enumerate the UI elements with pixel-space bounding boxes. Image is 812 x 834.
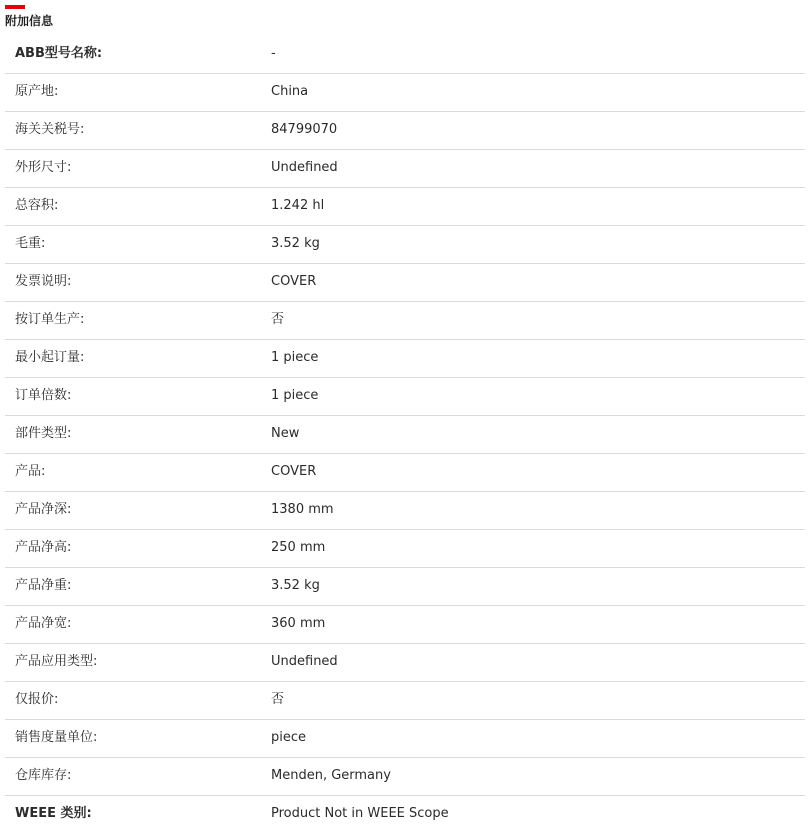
attribute-row-product-net-height <box>5 530 805 568</box>
attribute-value: Menden, Germany <box>271 768 391 783</box>
attribute-value: 1 piece <box>271 388 319 403</box>
attribute-label: WEEE 类别: <box>15 806 92 821</box>
attribute-row-abb-type-designation <box>5 36 805 74</box>
attribute-row-selling-unit-of-measure <box>5 720 805 758</box>
attribute-value: New <box>271 426 300 441</box>
attribute-row-part-type <box>5 416 805 454</box>
attribute-label: 仓库库存: <box>15 768 72 783</box>
attribute-row-invoice-description <box>5 264 805 302</box>
attribute-value: Undefined <box>271 654 338 669</box>
attribute-row-product-net-weight <box>5 568 805 606</box>
attribute-value: 否 <box>271 692 285 707</box>
attribute-value: Product Not in WEEE Scope <box>271 806 449 821</box>
attribute-row-order-multiple <box>5 378 805 416</box>
attribute-value: 1.242 hl <box>271 198 325 213</box>
attribute-table <box>5 36 805 834</box>
attribute-label: 最小起订量: <box>15 350 85 365</box>
attribute-row-gross-volume <box>5 188 805 226</box>
attribute-row-dimensions <box>5 150 805 188</box>
attribute-value: 3.52 kg <box>271 236 320 251</box>
attribute-value: 360 mm <box>271 616 326 631</box>
attribute-value: Undefined <box>271 160 338 175</box>
attribute-row-product <box>5 454 805 492</box>
attribute-label: 发票说明: <box>15 274 72 289</box>
attribute-row-gross-weight <box>5 226 805 264</box>
attribute-label: 仅报价: <box>15 692 59 707</box>
attribute-label: 按订单生产: <box>15 312 85 327</box>
attribute-row-customs-tariff-number <box>5 112 805 150</box>
attribute-value: 1 piece <box>271 350 319 365</box>
attribute-row-stocked-at <box>5 758 805 796</box>
attribute-label: 总容积: <box>15 198 59 213</box>
attribute-row-made-to-order <box>5 302 805 340</box>
attribute-label: 产品净深: <box>15 502 72 517</box>
attribute-label: 外形尺寸: <box>15 160 72 175</box>
section-title: 附加信息 <box>5 14 54 28</box>
attribute-row-minimum-order-quantity <box>5 340 805 378</box>
attribute-value: 3.52 kg <box>271 578 320 593</box>
attribute-label: 原产地: <box>15 84 59 99</box>
attribute-row-weee-category <box>5 796 805 834</box>
attribute-label: ABB型号名称: <box>15 46 103 61</box>
attribute-value: 1380 mm <box>271 502 334 517</box>
attribute-value: 250 mm <box>271 540 326 555</box>
attribute-label: 产品净高: <box>15 540 72 555</box>
attribute-label: 销售度量单位: <box>15 730 98 745</box>
attribute-value: 84799070 <box>271 122 338 137</box>
attribute-value: COVER <box>271 274 317 289</box>
attribute-value: - <box>271 46 276 61</box>
attribute-value: China <box>271 84 309 99</box>
attribute-row-country-of-origin <box>5 74 805 112</box>
attribute-label: 毛重: <box>15 236 46 251</box>
section-accent-bar <box>5 5 25 9</box>
attribute-label: 订单倍数: <box>15 388 72 403</box>
attribute-label: 海关关税号: <box>15 122 85 137</box>
attribute-label: 部件类型: <box>15 426 72 441</box>
attribute-label: 产品净宽: <box>15 616 72 631</box>
attribute-value: COVER <box>271 464 317 479</box>
attribute-value: piece <box>271 730 307 745</box>
attribute-row-quote-only <box>5 682 805 720</box>
attribute-label: 产品净重: <box>15 578 72 593</box>
attribute-value: 否 <box>271 312 285 327</box>
attribute-row-product-application-type <box>5 644 805 682</box>
attribute-row-product-net-depth <box>5 492 805 530</box>
attribute-row-product-net-width <box>5 606 805 644</box>
attribute-label: 产品应用类型: <box>15 654 98 669</box>
attribute-label: 产品: <box>15 464 46 479</box>
